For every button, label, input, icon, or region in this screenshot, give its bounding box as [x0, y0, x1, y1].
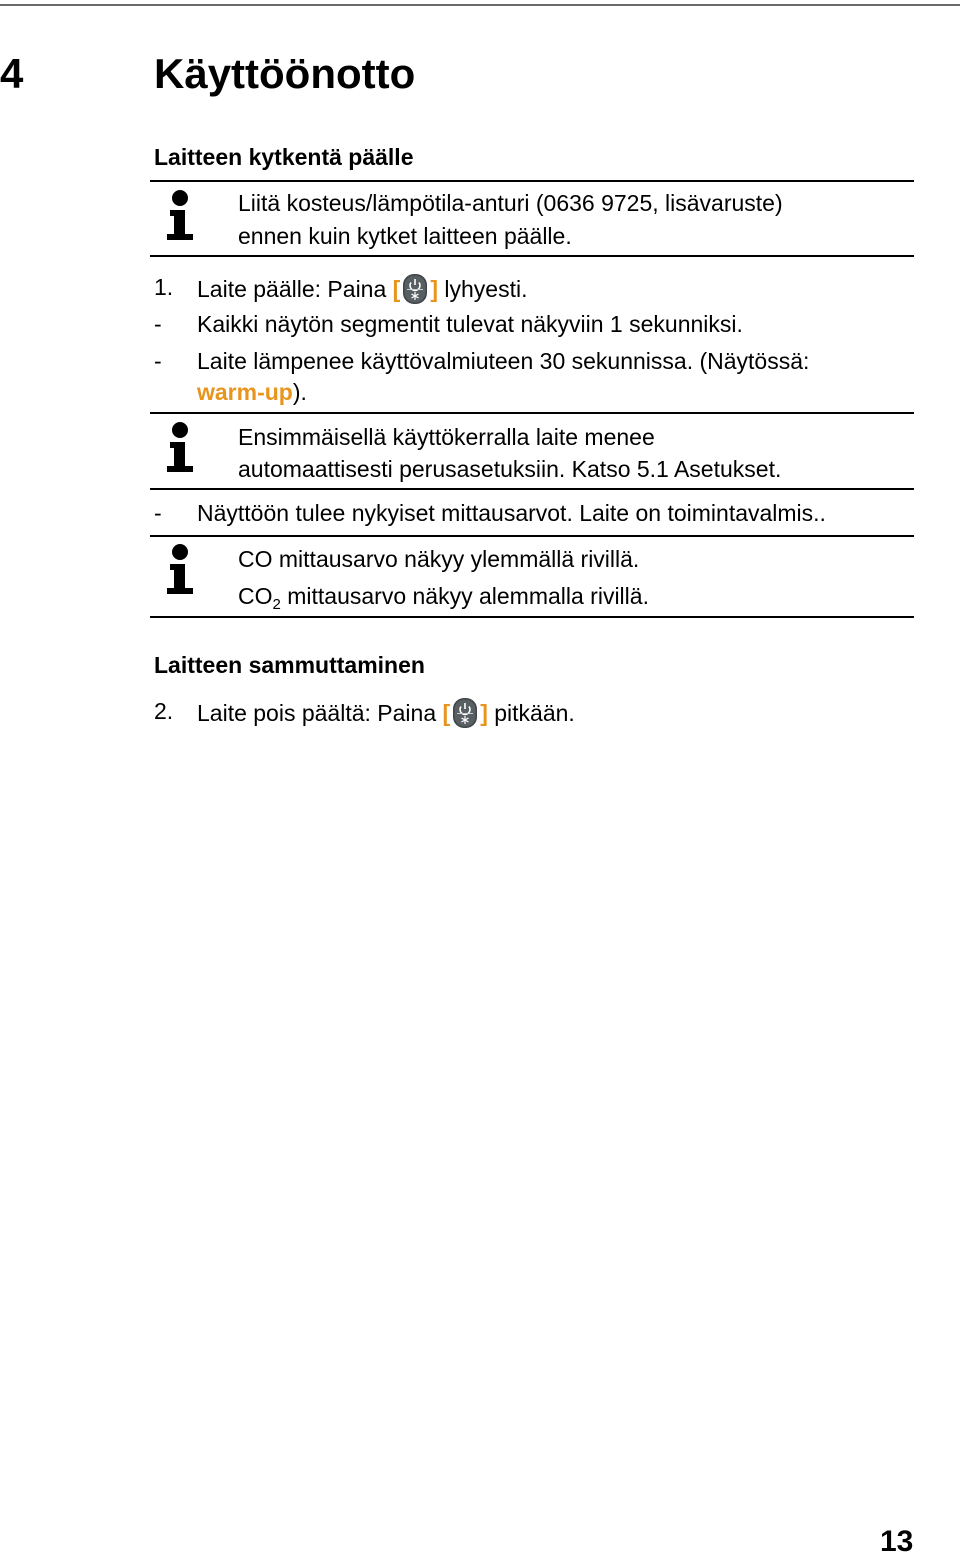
note-divider	[150, 488, 914, 490]
info-icon	[164, 422, 196, 474]
co2-subscript: 2	[272, 596, 281, 613]
bullet-dash: -	[154, 500, 162, 526]
chapter-number: 4	[0, 50, 24, 97]
note-text-line: automaattisesti perusasetuksiin. Katso 5.1 Asetukset.	[238, 456, 782, 482]
note-text-line: Ensimmäisellä käyttökerralla laite menee	[238, 424, 655, 450]
bracket-open: [	[392, 276, 401, 302]
info-icon	[164, 190, 196, 242]
step-number: 1.	[154, 274, 174, 300]
note-text-line: CO mittausarvo näkyy ylemmällä rivillä.	[238, 546, 640, 572]
step-number: 2.	[154, 698, 174, 724]
bullet-text: Laite lämpenee käyttövalmiuteen 30 sekunnissa. (Näytössä:	[197, 348, 810, 374]
display-message-suffix: ).	[292, 379, 307, 405]
step-instruction	[197, 697, 575, 729]
bracket-open: [	[442, 700, 451, 726]
bracket-close: ]	[430, 276, 438, 302]
display-message	[197, 378, 307, 406]
note-divider	[150, 180, 914, 182]
note-divider	[150, 535, 914, 537]
note-text-rest: mittausarvo näkyy alemmalla rivillä.	[280, 583, 649, 609]
note-text-line: ennen kuin kytket laitteen päälle.	[238, 223, 572, 249]
note-divider	[150, 255, 914, 257]
step-text: Laite pois päältä: Paina	[197, 700, 443, 726]
step-text: lyhyesti.	[438, 276, 528, 302]
bullet-dash: -	[154, 311, 162, 337]
bullet-text: Kaikki näytön segmentit tulevat näkyviin 1 sekunniksi.	[197, 311, 743, 337]
note-text-line: Liitä kosteus/lämpötila-anturi (0636 9725, lisävaruste)	[238, 190, 783, 216]
bullet-text: Näyttöön tulee nykyiset mittausarvot. Laite on toimintavalmis..	[197, 500, 826, 526]
power-button-icon	[451, 697, 479, 729]
note-divider	[150, 412, 914, 414]
co2-prefix: CO	[238, 583, 273, 609]
chapter-title: Käyttöönotto	[154, 50, 416, 97]
bullet-dash: -	[154, 348, 162, 374]
bracket-close: ]	[480, 700, 488, 726]
power-button-icon	[401, 273, 429, 305]
step-text: Laite päälle: Paina	[197, 276, 393, 302]
section-heading-power-off: Laitteen sammuttaminen	[154, 652, 425, 678]
section-heading-power-on: Laitteen kytkentä päälle	[154, 144, 414, 170]
note-text-line	[238, 582, 649, 619]
note-divider	[150, 616, 914, 618]
step-text: pitkään.	[487, 700, 575, 726]
display-code-warm-up: warm-up	[197, 379, 293, 405]
step-instruction	[197, 273, 527, 305]
page-number: 13	[880, 1525, 914, 1558]
info-icon	[164, 544, 196, 596]
top-page-rule	[0, 4, 960, 6]
